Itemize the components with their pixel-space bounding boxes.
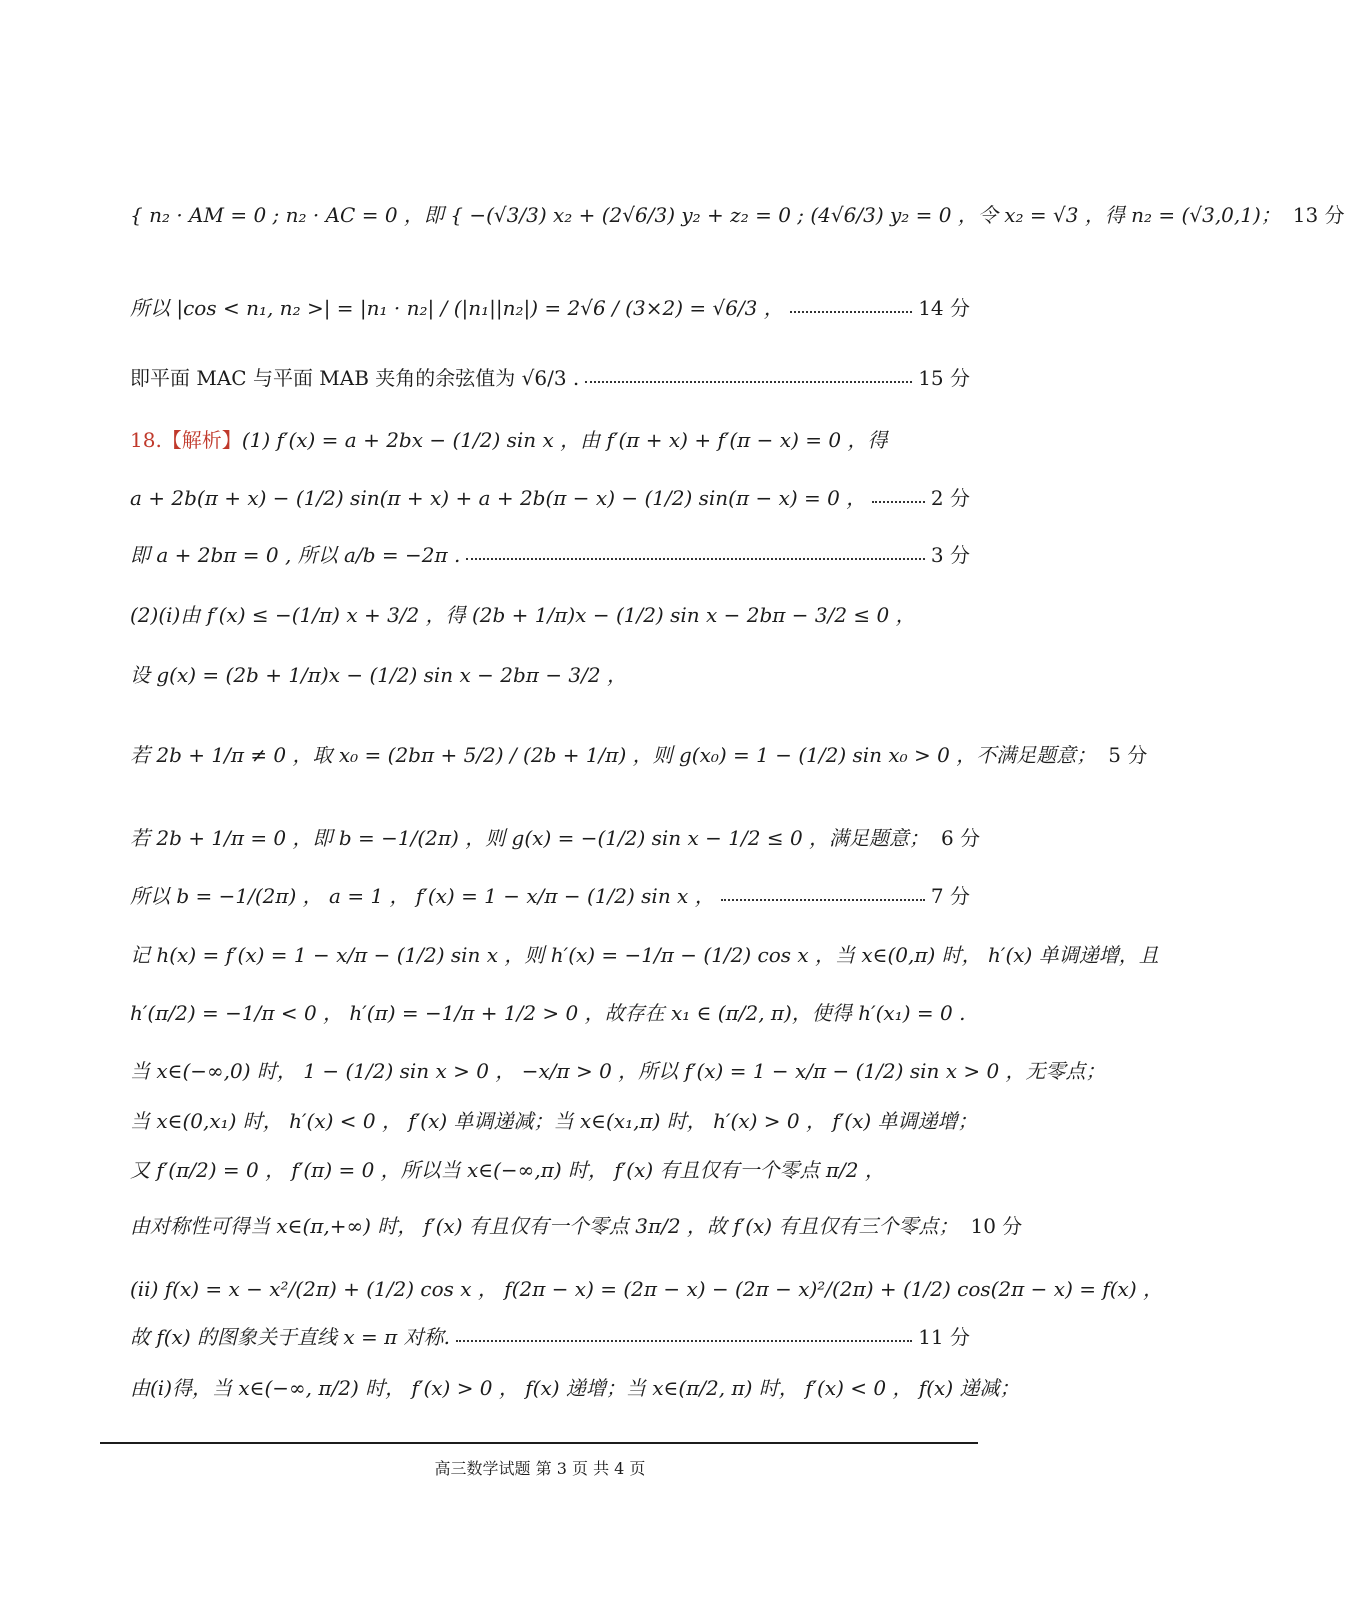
problem-18-label: 18.【解析】 <box>130 428 242 452</box>
line-10-text: 若 2b + 1/π = 0 ，即 b = −1/(2π) ，则 g(x) = −(1/2) sin x − 1/2 ≤ 0 ，满足题意； <box>130 826 930 850</box>
line-9 <box>130 730 1148 780</box>
line-17 <box>130 1206 1023 1246</box>
score-6: 6 分 <box>941 826 981 850</box>
leader-dots <box>585 381 912 383</box>
leader-dots <box>721 899 925 901</box>
line-15-text: 当 x∈(0,x₁) 时， h′(x) < 0 ， f′(x) 单调递减；当 x∈(x₁,π) 时， h′(x) > 0 ， f′(x) 单调递增； <box>130 1109 978 1133</box>
score-5: 5 分 <box>1108 743 1148 767</box>
score-7: 7 分 <box>930 884 970 908</box>
line-13 <box>130 993 970 1033</box>
line-6 <box>130 535 970 575</box>
leader-dots <box>790 311 912 313</box>
line-11-text: 所以 b = −1/(2π) ， a = 1 ， f′(x) = 1 − x/π − (1/2) sin x ， <box>130 884 715 908</box>
line-2-text: 所以 |cos < n₁, n₂ >| = |n₁ · n₂| / (|n₁||n₂|) = 2√6 / (3×2) = √6/3 ， <box>130 295 784 320</box>
line-9-text: 若 2b + 1/π ≠ 0 ，取 x₀ = (2bπ + 5/2) / (2b + 1/π) ，则 g(x₀) = 1 − (1/2) sin x₀ > 0 ，不满足题意； <box>130 743 1097 767</box>
line-20-text: 由(ⅰ)得，当 x∈(−∞, π/2) 时， f′(x) > 0 ， f(x) 递增；当 x∈(π/2, π) 时， f′(x) < 0 ， f(x) 递减； <box>130 1376 1020 1400</box>
line-19 <box>130 1322 970 1352</box>
line-20 <box>130 1368 1020 1408</box>
line-1 <box>130 170 1345 260</box>
line-3-text: 即平面 MAC 与平面 MAB 夹角的余弦值为 √6/3 . <box>130 365 580 390</box>
leader-dots <box>456 1340 912 1342</box>
score-3: 3 分 <box>930 543 970 567</box>
line-10 <box>130 818 981 858</box>
line-5-text: a + 2b(π + x) − (1/2) sin(π + x) + a + 2b(π − x) − (1/2) sin(π − x) = 0 ， <box>130 486 867 510</box>
line-16-text: 又 f′(π/2) = 0 ， f′(π) = 0 ，所以当 x∈(−∞,π) 时， f′(x) 有且仅有一个零点 π/2 ， <box>130 1158 885 1182</box>
line-11 <box>130 876 970 916</box>
line-19-text: 故 f(x) 的图象关于直线 x = π 对称. <box>130 1325 450 1349</box>
line-8 <box>130 655 970 695</box>
line-7 <box>130 595 970 635</box>
line-5 <box>130 478 970 518</box>
line-17-text: 由对称性可得当 x∈(π,+∞) 时， f′(x) 有且仅有一个零点 3π/2 ，故 f′(x) 有且仅有三个零点； <box>130 1214 959 1238</box>
line-6-text: 即 a + 2bπ = 0 , 所以 a/b = −2π . <box>130 543 461 567</box>
line-4 <box>130 420 970 460</box>
line-1-text: { n₂ · AM = 0 ; n₂ · AC = 0 ，即 { −(√3/3) x₂ + (2√6/3) y₂ + z₂ = 0 ; (4√6/3) y₂ = 0 ，令 x₂ = √3 ，得 n₂ = (√3,0,1)； <box>130 203 1281 227</box>
score-13: 13 分 <box>1292 203 1345 227</box>
leader-dots <box>872 501 925 503</box>
line-8-text: 设 g(x) = (2b + 1/π)x − (1/2) sin x − 2bπ − 3/2 ， <box>130 663 627 687</box>
score-15: 15 分 <box>918 365 970 390</box>
score-2: 2 分 <box>930 486 970 510</box>
line-12-text: 记 h(x) = f′(x) = 1 − x/π − (1/2) sin x ，则 h′(x) = −1/π − (1/2) cos x ，当 x∈(0,π) 时， h′(x) 单调递增，且 <box>130 943 1159 967</box>
line-7-text: (2)(ⅰ)由 f′(x) ≤ −(1/π) x + 3/2 ，得 (2b + 1/π)x − (1/2) sin x − 2bπ − 3/2 ≤ 0 ， <box>130 603 916 627</box>
line-4-text: (1) f′(x) = a + 2bx − (1/2) sin x ，由 f′(π + x) + f′(π − x) = 0 ，得 <box>241 428 888 452</box>
line-13-text: h′(π/2) = −1/π < 0 ， h′(π) = −1/π + 1/2 > 0 ，故存在 x₁ ∈ (π/2, π)，使得 h′(x₁) = 0 . <box>130 1001 966 1025</box>
line-14-text: 当 x∈(−∞,0) 时， 1 − (1/2) sin x > 0 ， −x/π > 0 ，所以 f′(x) = 1 − x/π − (1/2) sin x > 0 ，无零点； <box>130 1059 1106 1083</box>
line-12 <box>130 935 1159 975</box>
line-18 <box>130 1269 1163 1309</box>
line-14 <box>130 1051 1106 1091</box>
page-footer: 高三数学试题 第 3 页 共 4 页 <box>434 1459 646 1478</box>
score-14: 14 分 <box>918 295 970 320</box>
footer-rule <box>100 1442 978 1444</box>
line-18-text: (ⅱ) f(x) = x − x²/(2π) + (1/2) cos x ， f(2π − x) = (2π − x) − (2π − x)²/(2π) + (1/2) cos(2π − x) = f(x) ， <box>130 1277 1163 1301</box>
score-11: 11 分 <box>918 1325 970 1349</box>
score-10: 10 分 <box>970 1214 1023 1238</box>
leader-dots <box>466 558 925 560</box>
line-3 <box>130 355 970 400</box>
line-15 <box>130 1103 978 1139</box>
line-16 <box>130 1150 970 1190</box>
line-2 <box>130 285 970 330</box>
